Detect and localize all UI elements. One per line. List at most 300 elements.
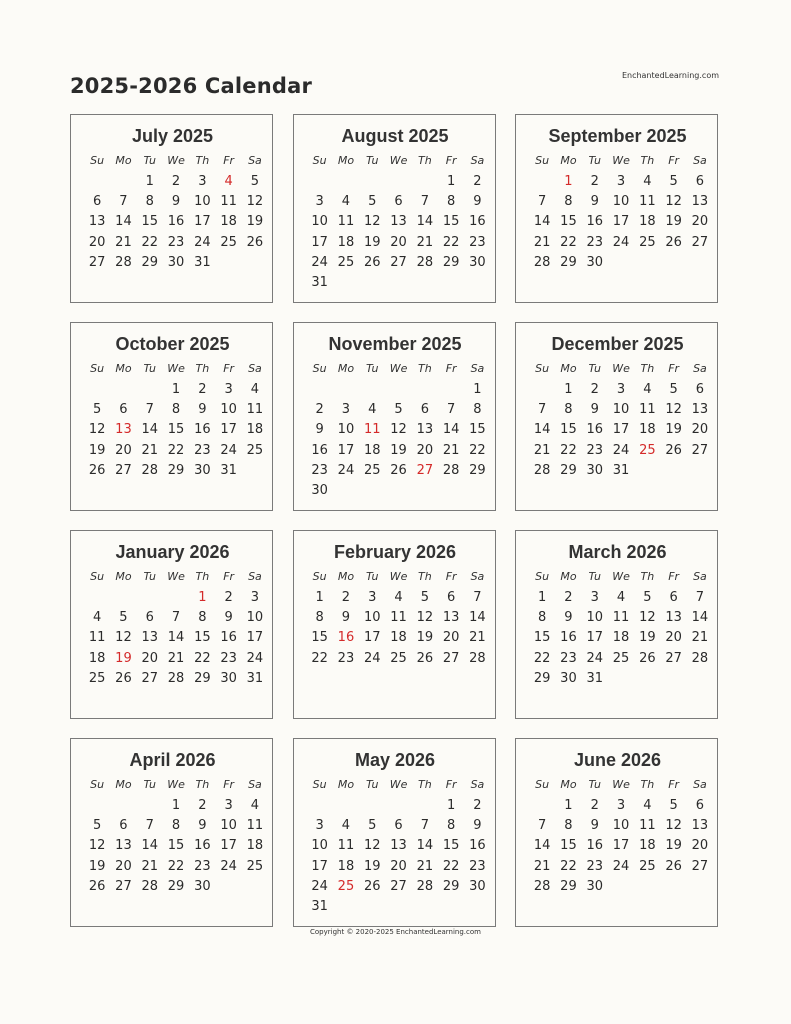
day-cell: 24 (220, 858, 237, 874)
day-cell: 15 (141, 214, 159, 230)
day-cell: 7 (473, 590, 482, 605)
day-cell: 6 (394, 194, 403, 210)
day-cell: 16 (311, 442, 328, 458)
empty-day-cell (660, 253, 686, 273)
day-cell: 23 (586, 858, 604, 874)
weekday-label: Th (640, 154, 655, 167)
day-cell: 14 (533, 214, 551, 230)
empty-day-cell (608, 877, 634, 897)
weekday-label: Fr (223, 570, 235, 583)
week-row (84, 669, 264, 689)
day-cell: 9 (473, 818, 482, 834)
empty-day-cell (608, 669, 634, 689)
empty-day-cell (333, 897, 359, 917)
day-cell: 5 (250, 174, 260, 189)
empty-day-cell (385, 172, 411, 192)
weekday-header (307, 777, 484, 793)
day-cell: 19 (246, 214, 264, 230)
weekday-label: Su (535, 570, 550, 583)
day-cell: 21 (533, 442, 551, 458)
day-cell: 24 (311, 254, 328, 270)
day-cell: 27 (115, 462, 132, 478)
day-cell: 5 (368, 818, 377, 834)
weekday-label: Mo (560, 570, 577, 583)
day-cell: 26 (88, 878, 106, 894)
copyright-footer: Copyright © 2020-2025 EnchantedLearning.com (310, 928, 481, 936)
day-cell: 6 (695, 382, 705, 397)
day-cell: 9 (341, 610, 351, 626)
day-cell: 13 (691, 194, 709, 210)
empty-day-cell (137, 796, 163, 816)
week-row (84, 588, 261, 608)
day-cell: 30 (469, 878, 486, 894)
day-cell: 20 (390, 234, 407, 250)
weekday-label: Mo (560, 778, 577, 791)
week-row (307, 441, 484, 461)
empty-day-cell (333, 380, 359, 400)
day-cell: 17 (194, 214, 211, 230)
empty-day-cell (464, 897, 490, 917)
day-cell: 13 (141, 630, 159, 646)
day-cell: 21 (416, 858, 434, 874)
day-cell: 27 (416, 462, 434, 478)
month-calendar (515, 530, 718, 719)
day-cell: 28 (141, 878, 159, 894)
calendar-grid (70, 114, 718, 914)
day-cell: 18 (639, 214, 656, 230)
week-row (84, 836, 264, 856)
empty-day-cell (412, 380, 438, 400)
day-cell: 4 (250, 798, 260, 813)
empty-day-cell (634, 461, 660, 481)
week-row (84, 877, 261, 897)
day-cell: 2 (590, 382, 599, 397)
week-row (529, 836, 709, 856)
week-row (307, 212, 484, 232)
day-cell: 25 (639, 858, 656, 874)
week-row (84, 420, 264, 440)
week-row (307, 400, 484, 420)
day-cell: 22 (442, 858, 460, 874)
weekday-label: We (167, 154, 185, 167)
day-cell: 1 (564, 798, 573, 813)
weekday-header (307, 361, 484, 377)
week-row (84, 816, 264, 836)
empty-day-cell (464, 273, 490, 293)
empty-day-cell (333, 796, 359, 816)
day-cell: 12 (363, 214, 381, 230)
weekday-header (529, 361, 706, 377)
day-cell: 19 (639, 630, 656, 646)
weekday-label: Tu (143, 154, 157, 167)
day-cell: 2 (590, 798, 599, 813)
day-cell: 9 (224, 610, 233, 626)
day-cell: 3 (315, 818, 324, 834)
empty-day-cell (163, 588, 189, 608)
week-row (307, 877, 484, 897)
month-calendar (515, 114, 718, 303)
day-cell: 12 (246, 194, 264, 210)
day-cell: 16 (586, 838, 604, 854)
day-cell: 22 (194, 650, 211, 666)
week-row (84, 192, 264, 212)
day-cell: 8 (315, 610, 324, 626)
day-cell: 15 (167, 838, 185, 854)
day-cell: 8 (564, 194, 573, 210)
day-cell: 12 (665, 818, 682, 834)
day-cell: 22 (141, 234, 159, 250)
weekday-label: Fr (445, 570, 457, 583)
day-cell: 29 (560, 878, 577, 894)
day-cell: 27 (691, 234, 709, 250)
empty-day-cell (242, 461, 268, 481)
week-row (84, 212, 264, 232)
weekday-label: Mo (115, 570, 132, 583)
day-cell: 2 (198, 382, 207, 397)
empty-day-cell (634, 877, 660, 897)
empty-day-cell (242, 877, 268, 897)
day-cell: 4 (616, 590, 626, 605)
day-cell: 2 (315, 402, 324, 418)
day-cell: 26 (88, 462, 106, 478)
day-cell: 16 (469, 214, 486, 230)
day-cell: 20 (665, 630, 682, 646)
week-row (84, 857, 264, 877)
empty-day-cell (110, 588, 136, 608)
empty-day-cell (307, 380, 333, 400)
day-cell: 9 (473, 194, 482, 210)
week-row (307, 796, 484, 816)
empty-day-cell (385, 796, 411, 816)
day-cell: 10 (194, 194, 211, 210)
weekday-label: Fr (223, 154, 235, 167)
day-cell: 28 (115, 254, 132, 270)
day-cell: 18 (246, 838, 264, 854)
day-cell: 17 (311, 858, 328, 874)
day-cell: 15 (311, 630, 328, 646)
day-cell: 12 (639, 610, 656, 626)
day-cell: 7 (446, 402, 456, 418)
week-row (307, 481, 484, 501)
week-row (84, 796, 261, 816)
day-cell: 31 (220, 462, 237, 478)
weekday-header (529, 777, 706, 793)
weekday-label: Th (195, 362, 210, 375)
day-cell: 24 (612, 858, 630, 874)
day-cell: 20 (390, 858, 407, 874)
day-cell: 9 (315, 422, 324, 438)
week-row (529, 380, 706, 400)
day-cell: 23 (560, 650, 577, 666)
week-row (529, 796, 706, 816)
weekday-label: Mo (115, 154, 132, 167)
weekday-header (84, 153, 261, 169)
day-cell: 20 (115, 858, 132, 874)
empty-day-cell (660, 669, 686, 689)
empty-day-cell (687, 877, 713, 897)
day-cell: 31 (311, 898, 328, 914)
day-cell: 11 (337, 838, 355, 854)
day-cell: 18 (88, 650, 106, 666)
day-cell: 11 (639, 194, 656, 210)
day-cell: 1 (198, 590, 207, 605)
empty-day-cell (359, 481, 385, 501)
day-cell: 29 (442, 878, 460, 894)
weekday-label: Sa (248, 778, 262, 791)
day-cell: 30 (586, 462, 604, 478)
day-cell: 10 (311, 838, 328, 854)
weekday-label: Th (195, 154, 210, 167)
day-cell: 8 (145, 194, 154, 210)
month-calendar (515, 738, 718, 927)
weekday-label: Fr (668, 154, 680, 167)
weekday-label: Sa (693, 362, 707, 375)
day-cell: 5 (643, 590, 652, 605)
day-cell: 2 (473, 798, 482, 813)
day-cell: 12 (115, 630, 132, 646)
week-row (307, 461, 484, 481)
day-cell: 24 (586, 650, 604, 666)
month-title: November 2025 (328, 334, 462, 354)
month-title: October 2025 (115, 334, 230, 354)
week-row (84, 172, 261, 192)
day-cell: 28 (469, 650, 486, 666)
weekday-label: Su (535, 778, 550, 791)
weekday-label: We (389, 778, 408, 791)
day-cell: 6 (695, 798, 705, 813)
day-cell: 3 (616, 798, 626, 813)
site-link[interactable]: EnchantedLearning.com (621, 71, 719, 80)
day-cell: 27 (691, 442, 709, 458)
day-cell: 29 (560, 462, 577, 478)
weekday-label: Sa (470, 778, 485, 791)
day-cell: 7 (538, 402, 547, 418)
weekday-label: Tu (588, 570, 602, 583)
day-cell: 10 (612, 818, 630, 834)
week-row (307, 588, 484, 608)
day-cell: 24 (246, 650, 264, 666)
day-cell: 7 (420, 194, 429, 210)
day-cell: 7 (145, 402, 154, 418)
month-title: April 2026 (129, 750, 216, 770)
day-cell: 11 (220, 194, 237, 210)
empty-day-cell (110, 380, 136, 400)
empty-day-cell (84, 796, 110, 816)
weekday-label: Sa (693, 778, 707, 791)
day-cell: 7 (695, 590, 705, 605)
day-cell: 19 (416, 630, 434, 646)
month-calendar (293, 322, 496, 511)
month-title: August 2025 (341, 126, 449, 146)
day-cell: 21 (469, 630, 486, 646)
day-cell: 19 (665, 838, 682, 854)
day-cell: 5 (93, 818, 102, 834)
day-cell: 11 (88, 630, 106, 646)
day-cell: 9 (564, 610, 573, 626)
day-cell: 13 (691, 818, 709, 834)
day-cell: 29 (442, 254, 460, 270)
day-cell: 18 (639, 422, 656, 438)
empty-day-cell (385, 380, 411, 400)
day-cell: 14 (167, 630, 185, 646)
weekday-label: Mo (560, 154, 577, 167)
empty-day-cell (412, 897, 438, 917)
weekday-label: Tu (365, 362, 379, 375)
day-cell: 4 (250, 382, 260, 397)
day-cell: 8 (538, 610, 547, 626)
day-cell: 7 (538, 194, 547, 210)
day-cell: 30 (194, 878, 211, 894)
day-cell: 28 (691, 650, 709, 666)
month-title: January 2026 (115, 542, 230, 562)
week-row (307, 649, 484, 669)
day-cell: 23 (586, 234, 604, 250)
day-cell: 24 (612, 442, 630, 458)
day-cell: 21 (141, 858, 159, 874)
day-cell: 4 (341, 818, 351, 834)
weekday-label: Th (640, 570, 655, 583)
day-cell: 1 (564, 382, 573, 397)
day-cell: 6 (420, 402, 429, 418)
day-cell: 12 (665, 194, 682, 210)
day-cell: 21 (691, 630, 709, 646)
day-cell: 2 (341, 590, 351, 605)
day-cell: 27 (442, 650, 460, 666)
day-cell: 11 (639, 402, 656, 418)
weekday-label: Sa (248, 570, 262, 583)
day-cell: 25 (246, 442, 264, 458)
day-cell: 27 (88, 254, 106, 270)
month-title: July 2025 (131, 126, 214, 146)
week-row (529, 669, 706, 689)
week-row (84, 628, 264, 648)
week-row (529, 420, 709, 440)
weekday-header (529, 569, 706, 585)
day-cell: 11 (337, 214, 355, 230)
day-cell: 26 (665, 858, 682, 874)
page-title: 2025-2026 Calendar (70, 74, 313, 98)
weekday-label: Su (535, 154, 550, 167)
day-cell: 20 (416, 442, 434, 458)
weekday-label: Mo (560, 362, 577, 375)
day-cell: 26 (665, 442, 682, 458)
empty-day-cell (412, 273, 438, 293)
day-cell: 26 (363, 254, 381, 270)
weekday-label: Sa (248, 362, 262, 375)
day-cell: 28 (442, 462, 460, 478)
day-cell: 27 (665, 650, 682, 666)
empty-day-cell (464, 481, 490, 501)
day-cell: 26 (416, 650, 434, 666)
day-cell: 23 (220, 650, 237, 666)
day-cell: 4 (643, 174, 652, 189)
month-title: June 2026 (573, 750, 662, 770)
week-row (529, 816, 709, 836)
day-cell: 23 (167, 234, 185, 250)
day-cell: 18 (337, 858, 355, 874)
day-cell: 7 (538, 818, 547, 834)
day-cell: 13 (88, 214, 106, 230)
week-row (307, 608, 484, 628)
day-cell: 6 (394, 818, 403, 834)
day-cell: 16 (586, 422, 604, 438)
empty-day-cell (634, 253, 660, 273)
weekday-label: Su (312, 570, 327, 583)
week-row (307, 253, 484, 273)
day-cell: 9 (590, 194, 599, 210)
day-cell: 2 (198, 798, 207, 813)
empty-day-cell (412, 481, 438, 501)
day-cell: 18 (337, 234, 355, 250)
day-cell: 1 (145, 174, 154, 189)
day-cell: 22 (442, 234, 460, 250)
day-cell: 18 (246, 422, 264, 438)
day-cell: 13 (691, 402, 709, 418)
empty-day-cell (687, 669, 713, 689)
day-cell: 16 (194, 422, 211, 438)
weekday-label: Sa (470, 362, 485, 375)
day-cell: 28 (416, 878, 434, 894)
weekday-label: Fr (668, 362, 680, 375)
day-cell: 13 (115, 838, 132, 854)
weekday-label: Th (195, 778, 210, 791)
empty-day-cell (359, 380, 385, 400)
empty-day-cell (687, 461, 713, 481)
month-calendar (293, 114, 496, 303)
day-cell: 1 (315, 590, 324, 605)
day-cell: 2 (564, 590, 573, 605)
day-cell: 21 (115, 234, 132, 250)
week-row (529, 400, 709, 420)
empty-day-cell (242, 253, 268, 273)
day-cell: 9 (590, 402, 599, 418)
day-cell: 16 (586, 214, 604, 230)
day-cell: 27 (691, 858, 709, 874)
day-cell: 6 (145, 610, 154, 626)
day-cell: 11 (390, 610, 407, 626)
day-cell: 26 (115, 670, 132, 686)
weekday-label: We (612, 778, 630, 791)
week-row (307, 192, 484, 212)
week-row (84, 461, 261, 481)
day-cell: 21 (416, 234, 434, 250)
day-cell: 1 (446, 798, 456, 813)
empty-day-cell (137, 380, 163, 400)
day-cell: 25 (337, 878, 355, 894)
day-cell: 18 (220, 214, 237, 230)
month-title: May 2026 (354, 750, 436, 770)
week-row (529, 628, 709, 648)
day-cell: 28 (416, 254, 434, 270)
weekday-label: Su (312, 362, 327, 375)
weekday-label: We (389, 362, 408, 375)
day-cell: 10 (586, 610, 604, 626)
weekday-label: Sa (470, 570, 485, 583)
day-cell: 25 (612, 650, 630, 666)
day-cell: 23 (337, 650, 355, 666)
day-cell: 16 (194, 838, 211, 854)
day-cell: 19 (88, 858, 106, 874)
empty-day-cell (412, 172, 438, 192)
weekday-label: Mo (115, 362, 132, 375)
day-cell: 25 (246, 858, 264, 874)
empty-day-cell (412, 796, 438, 816)
day-cell: 15 (167, 422, 185, 438)
weekday-label: Su (90, 154, 105, 167)
week-row (307, 836, 484, 856)
weekday-label: We (612, 570, 630, 583)
day-cell: 3 (224, 798, 233, 813)
